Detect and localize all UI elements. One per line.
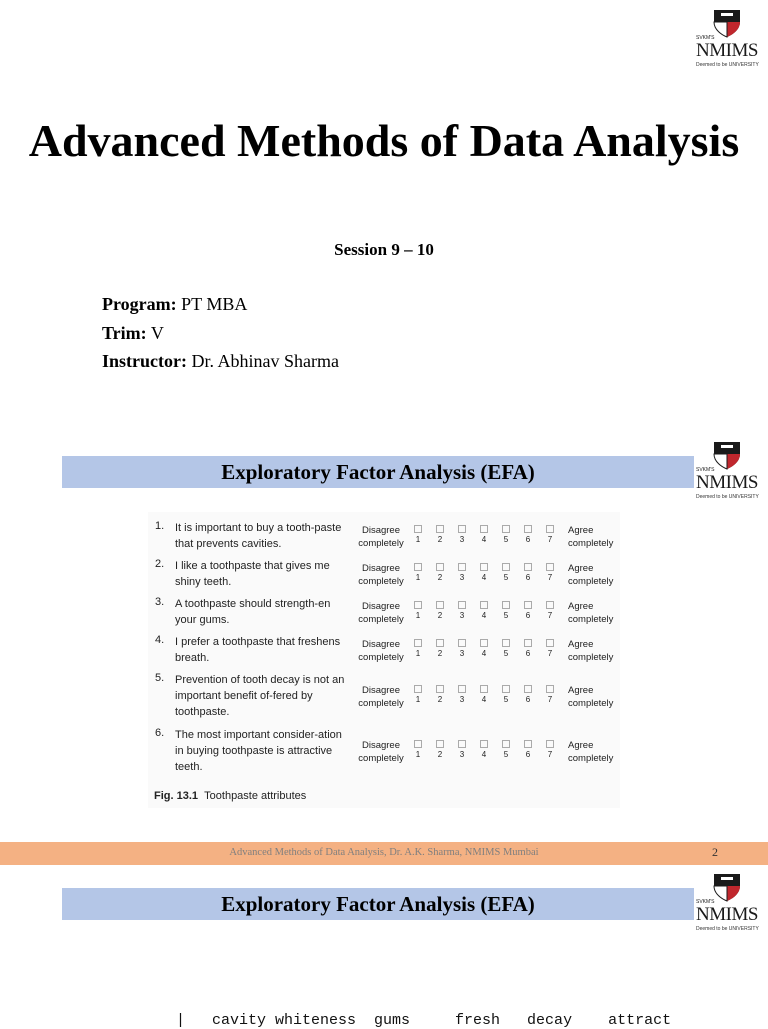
- scale-option: [414, 639, 422, 658]
- disagree-label: Disagree: [361, 639, 401, 650]
- item-number: 6.: [155, 727, 165, 739]
- checkbox-icon: [524, 601, 532, 609]
- scale-number: 1: [415, 611, 421, 620]
- scale-option: [480, 563, 488, 582]
- logo-svkm: SVKM'S: [696, 467, 715, 473]
- item-number: 2.: [155, 558, 165, 570]
- logo-svkm: SVKM'S: [696, 899, 715, 905]
- checkbox-icon: [458, 563, 466, 571]
- scale-number: 4: [481, 573, 487, 582]
- scale-number: 6: [525, 573, 531, 582]
- logo-name: NMIMS: [696, 904, 758, 925]
- disagree-label: completely: [358, 614, 404, 625]
- disagree-anchor: [351, 684, 411, 710]
- trim-label: Trim:: [102, 323, 147, 343]
- checkbox-icon: [524, 740, 532, 748]
- checkbox-icon: [414, 685, 422, 693]
- scale-number: 2: [437, 695, 443, 704]
- scale-option: [524, 525, 532, 544]
- scale-option: [524, 740, 532, 759]
- disagree-label: Disagree: [361, 563, 401, 574]
- nmims-logo: [696, 872, 768, 934]
- scale-option: [414, 525, 422, 544]
- scale-option: [546, 685, 554, 704]
- scale-option: [458, 740, 466, 759]
- disagree-anchor: [351, 524, 411, 550]
- agree-label: completely: [568, 652, 614, 663]
- scale-number: 3: [459, 695, 465, 704]
- checkbox-icon: [458, 685, 466, 693]
- scale-option: [458, 525, 466, 544]
- logo-name: NMIMS: [696, 40, 758, 61]
- scale-number: 2: [437, 611, 443, 620]
- agree-label: Agree: [568, 601, 594, 612]
- checkbox-icon: [524, 563, 532, 571]
- disagree-label: completely: [358, 652, 404, 663]
- correlation-table-header: | cavity whiteness gums fresh decay attract: [176, 1012, 672, 1029]
- scale-number: 7: [547, 611, 553, 620]
- checkbox-icon: [458, 601, 466, 609]
- slide-title: Advanced Methods of Data Analysis: [28, 115, 740, 166]
- agree-label: completely: [568, 538, 614, 549]
- scale-number: 5: [503, 535, 509, 544]
- efa-heading: Exploratory Factor Analysis (EFA): [62, 456, 694, 488]
- scale-number: 4: [481, 695, 487, 704]
- disagree-label: completely: [358, 698, 404, 709]
- scale-number: 1: [415, 695, 421, 704]
- checkbox-icon: [480, 563, 488, 571]
- scale-number: 1: [415, 750, 421, 759]
- instructor-value: Dr. Abhinav Sharma: [186, 351, 339, 371]
- scale-number: 7: [547, 695, 553, 704]
- scale-number: 2: [437, 573, 443, 582]
- disagree-label: Disagree: [361, 525, 401, 536]
- scale-number: 6: [525, 695, 531, 704]
- checkbox-icon: [502, 525, 510, 533]
- scale-option: [414, 601, 422, 620]
- scale-option: [524, 639, 532, 658]
- scale-number: 2: [437, 649, 443, 658]
- item-statement: It is important to buy a tooth-paste that prevents cavities.: [175, 522, 342, 550]
- agree-anchor: [568, 562, 613, 588]
- item-number: 1.: [155, 520, 165, 532]
- scale-number: 1: [415, 573, 421, 582]
- scale-option: [546, 639, 554, 658]
- logo-tagline: Deemed to be UNIVERSITY: [696, 494, 759, 500]
- scale-option: [546, 740, 554, 759]
- agree-label: Agree: [568, 563, 594, 574]
- scale-number: 4: [481, 535, 487, 544]
- program-label: Program:: [102, 294, 177, 314]
- agree-anchor: [568, 524, 613, 550]
- caption-text: Toothpaste attributes: [204, 790, 307, 802]
- program-line: [102, 294, 247, 315]
- scale-option: [546, 525, 554, 544]
- checkbox-icon: [436, 525, 444, 533]
- trim-line: [102, 323, 164, 344]
- checkbox-icon: [546, 601, 554, 609]
- checkbox-icon: [546, 525, 554, 533]
- checkbox-icon: [414, 740, 422, 748]
- checkbox-icon: [502, 740, 510, 748]
- nmims-logo: [696, 8, 768, 70]
- checkbox-icon: [458, 740, 466, 748]
- scale-option: [502, 525, 510, 544]
- scale-option: [480, 639, 488, 658]
- nmims-logo: [696, 440, 768, 502]
- scale-number: 7: [547, 535, 553, 544]
- figure-caption: [154, 790, 306, 802]
- scale-option: [436, 639, 444, 658]
- disagree-anchor: [351, 562, 411, 588]
- instructor-label: Instructor:: [102, 351, 187, 371]
- checkbox-icon: [546, 639, 554, 647]
- agree-label: completely: [568, 614, 614, 625]
- scale-option: [502, 639, 510, 658]
- checkbox-icon: [436, 639, 444, 647]
- scale-option: [414, 685, 422, 704]
- scale-option: [480, 740, 488, 759]
- scale-number: 3: [459, 573, 465, 582]
- item-statement: A toothpaste should strength-en your gums.: [175, 598, 331, 626]
- checkbox-icon: [546, 685, 554, 693]
- shield-icon: [712, 440, 742, 470]
- efa-heading-2: Exploratory Factor Analysis (EFA): [62, 888, 694, 920]
- scale-number: 7: [547, 750, 553, 759]
- scale-option: [480, 685, 488, 704]
- checkbox-icon: [480, 525, 488, 533]
- disagree-label: completely: [358, 576, 404, 587]
- checkbox-icon: [502, 639, 510, 647]
- logo-svkm: SVKM'S: [696, 35, 715, 41]
- checkbox-icon: [502, 563, 510, 571]
- scale-option: [524, 685, 532, 704]
- scale-option: [524, 601, 532, 620]
- scale-option: [436, 525, 444, 544]
- scale-number: 3: [459, 611, 465, 620]
- instructor-line: [102, 351, 339, 372]
- item-number: 4.: [155, 634, 165, 646]
- scale-number: 5: [503, 695, 509, 704]
- page-number: 2: [712, 845, 718, 859]
- item-number: 3.: [155, 596, 165, 608]
- checkbox-icon: [414, 563, 422, 571]
- session-label: Session 9 – 10: [334, 240, 434, 259]
- scale-number: 4: [481, 649, 487, 658]
- scale-number: 4: [481, 750, 487, 759]
- checkbox-icon: [502, 685, 510, 693]
- slide-footer: [0, 842, 768, 865]
- scale-number: 3: [459, 535, 465, 544]
- checkbox-icon: [480, 639, 488, 647]
- checkbox-icon: [524, 639, 532, 647]
- scale-number: 1: [415, 535, 421, 544]
- logo-name: NMIMS: [696, 472, 758, 493]
- scale-number: 7: [547, 649, 553, 658]
- toothpaste-attributes-figure: [148, 512, 620, 808]
- checkbox-icon: [546, 740, 554, 748]
- checkbox-icon: [480, 601, 488, 609]
- scale-option: [480, 601, 488, 620]
- agree-anchor: [568, 638, 613, 664]
- scale-number: 6: [525, 649, 531, 658]
- scale-option: [414, 563, 422, 582]
- checkbox-icon: [458, 639, 466, 647]
- disagree-anchor: [351, 600, 411, 626]
- agree-label: completely: [568, 753, 614, 764]
- checkbox-icon: [546, 563, 554, 571]
- disagree-label: Disagree: [361, 740, 401, 751]
- checkbox-icon: [414, 601, 422, 609]
- agree-anchor: [568, 684, 613, 710]
- agree-label: Agree: [568, 525, 594, 536]
- scale-option: [436, 563, 444, 582]
- agree-label: Agree: [568, 639, 594, 650]
- scale-option: [458, 601, 466, 620]
- checkbox-icon: [436, 601, 444, 609]
- scale-number: 5: [503, 611, 509, 620]
- agree-anchor: [568, 739, 613, 765]
- item-statement: Prevention of tooth decay is not an important benefit of-fered by toothpaste.: [175, 674, 345, 718]
- item-number: 5.: [155, 672, 165, 684]
- scale-number: 4: [481, 611, 487, 620]
- scale-number: 2: [437, 535, 443, 544]
- logo-tagline: Deemed to be UNIVERSITY: [696, 62, 759, 68]
- scale-option: [524, 563, 532, 582]
- item-statement: I prefer a toothpaste that freshens breath.: [175, 636, 341, 664]
- agree-anchor: [568, 600, 613, 626]
- shield-icon: [712, 872, 742, 902]
- scale-number: 5: [503, 750, 509, 759]
- checkbox-icon: [480, 740, 488, 748]
- program-value: PT MBA: [176, 294, 248, 314]
- checkbox-icon: [458, 525, 466, 533]
- caption-label: Fig. 13.1: [154, 790, 199, 802]
- scale-option: [546, 601, 554, 620]
- scale-option: [458, 685, 466, 704]
- agree-label: Agree: [568, 685, 594, 696]
- agree-label: completely: [568, 576, 614, 587]
- scale-number: 6: [525, 750, 531, 759]
- scale-number: 6: [525, 535, 531, 544]
- disagree-anchor: [351, 638, 411, 664]
- scale-number: 3: [459, 649, 465, 658]
- checkbox-icon: [414, 525, 422, 533]
- disagree-label: completely: [358, 753, 404, 764]
- scale-option: [436, 685, 444, 704]
- footer-text: Advanced Methods of Data Analysis, Dr. A.K. Sharma, NMIMS Mumbai: [229, 847, 539, 858]
- logo-tagline: Deemed to be UNIVERSITY: [696, 926, 759, 932]
- checkbox-icon: [414, 639, 422, 647]
- scale-number: 7: [547, 573, 553, 582]
- checkbox-icon: [436, 563, 444, 571]
- checkbox-icon: [480, 685, 488, 693]
- item-statement: The most important consider-ation in buying toothpaste is attractive teeth.: [175, 729, 342, 773]
- shield-icon: [712, 8, 742, 38]
- scale-option: [480, 525, 488, 544]
- disagree-label: completely: [358, 538, 404, 549]
- scale-number: 2: [437, 750, 443, 759]
- scale-option: [502, 685, 510, 704]
- scale-option: [436, 740, 444, 759]
- checkbox-icon: [502, 601, 510, 609]
- agree-label: Agree: [568, 740, 594, 751]
- scale-option: [436, 601, 444, 620]
- scale-option: [546, 563, 554, 582]
- scale-option: [502, 601, 510, 620]
- scale-number: 1: [415, 649, 421, 658]
- trim-value: V: [146, 323, 164, 343]
- scale-option: [502, 740, 510, 759]
- scale-number: 5: [503, 649, 509, 658]
- scale-number: 3: [459, 750, 465, 759]
- agree-label: completely: [568, 698, 614, 709]
- item-statement: I like a toothpaste that gives me shiny teeth.: [175, 560, 330, 588]
- scale-option: [414, 740, 422, 759]
- scale-number: 5: [503, 573, 509, 582]
- checkbox-icon: [524, 685, 532, 693]
- disagree-anchor: [351, 739, 411, 765]
- checkbox-icon: [524, 525, 532, 533]
- scale-option: [458, 639, 466, 658]
- disagree-label: Disagree: [361, 685, 401, 696]
- checkbox-icon: [436, 685, 444, 693]
- scale-number: 6: [525, 611, 531, 620]
- scale-option: [502, 563, 510, 582]
- checkbox-icon: [436, 740, 444, 748]
- scale-option: [458, 563, 466, 582]
- disagree-label: Disagree: [361, 601, 401, 612]
